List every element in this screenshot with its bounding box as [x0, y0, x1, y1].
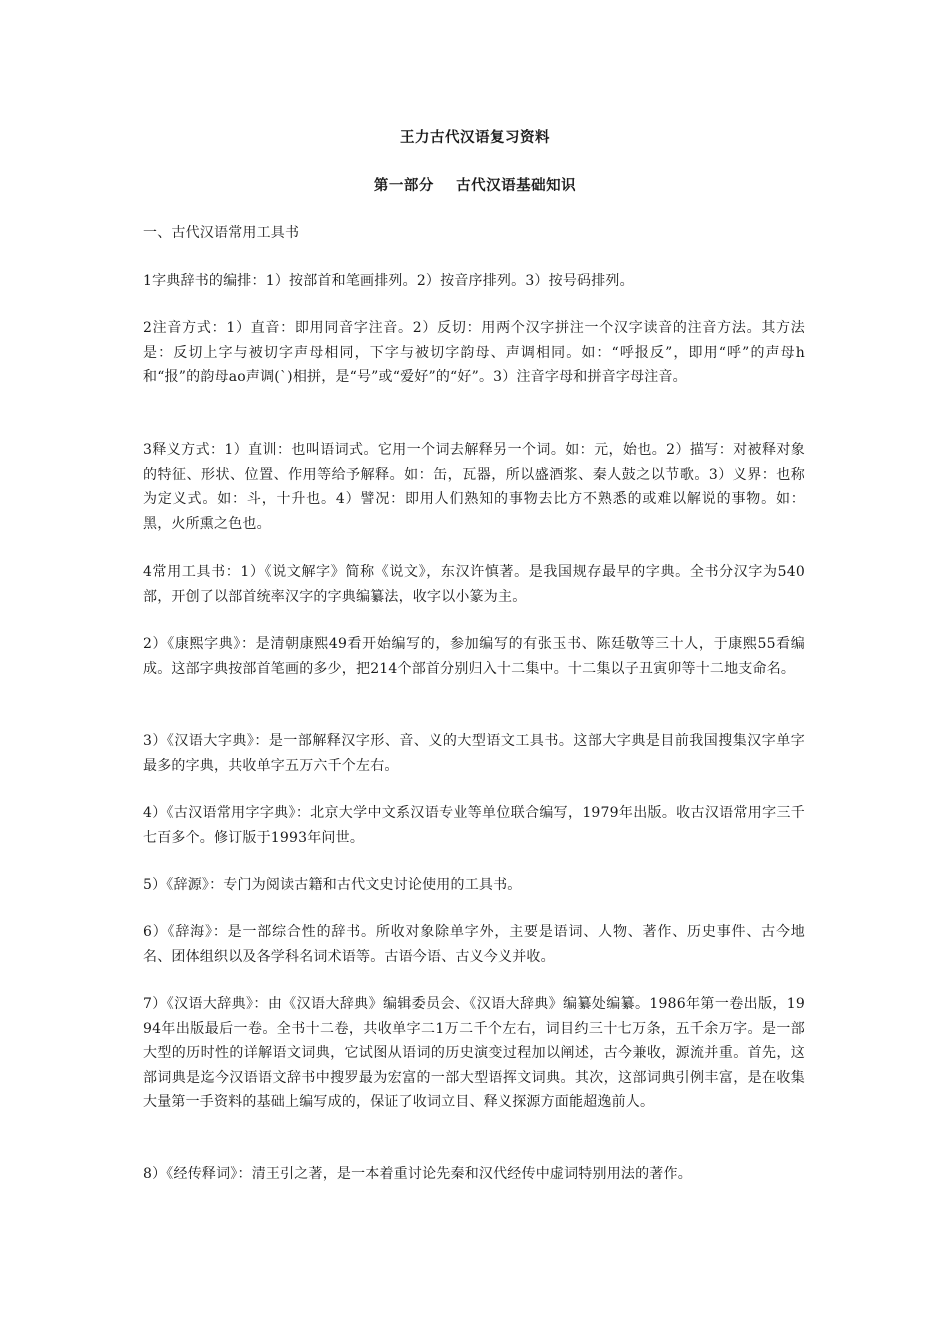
paragraph-1: 1字典辞书的编排：1）按部首和笔画排列。2）按音序排列。3）按号码排列。: [143, 273, 634, 289]
paragraph-section-heading: 一、古代汉语常用工具书: [143, 225, 300, 241]
paragraph-7: 4）《古汉语常用字字典》：北京大学中文系汉语专业等单位联合编写，1979年出版。收古汉语常用字三千七百多个。修订版于1993年问世。: [143, 805, 805, 846]
paragraph-4: 4常用工具书：1）《说文解字》简称《说文》，东汉许慎著。是我国规存最早的字典。全书分汉字为540部，开创了以部首统率汉字的字典编纂法，收字以小篆为主。: [143, 564, 805, 605]
paragraph-2: 2注音方式：1）直音：即用同音字注音。2）反切：用两个汉字拼注一个汉字读音的注音方法。其方法是：反切上字与被切字声母相同，下字与被切字韵母、声调相同。如：“呼报反”，即用“呼”的声母h和“报”的韵母ao声调(`)相拼，是“号”或“爱好”的“好”。3）注音字母和拼音字母注音。: [143, 320, 805, 385]
part-heading: 第一部分 古代汉语基础知识: [373, 178, 577, 194]
paragraph-3: 3释义方式：1）直训：也叫语词式。它用一个词去解释另一个词。如：元，始也。2）描写：对被释对象的特征、形状、位置、作用等给予解释。如：缶，瓦器，所以盛酒浆、秦人鼓之以节歌。3）义界：也称为定义式。如：斗，十升也。4）譬况：即用人们熟知的事物去比方不熟悉的或难以解说的事物。如：黑，火所熏之色也。: [143, 442, 805, 532]
document-title: 王力古代汉语复习资料: [400, 130, 550, 146]
paragraph-6: 3）《汉语大字典》：是一部解释汉字形、音、义的大型语文工具书。这部大字典是目前我国搜集汉字单字最多的字典，共收单字五万六千个左右。: [143, 733, 805, 774]
paragraph-5: 2）《康熙字典》：是清朝康熙49看开始编写的，参加编写的有张玉书、陈廷敬等三十人，于康熙55看编成。这部字典按部首笔画的多少，把214个部首分别归入十二集中。十二集以子丑寅卯等十二地支命名。: [143, 636, 805, 677]
paragraph-8: 5）《辞源》：专门为阅读古籍和古代文史讨论使用的工具书。: [143, 877, 522, 893]
paragraph-11: 8）《经传释词》：清王引之著，是一本着重讨论先秦和汉代经传中虚词特别用法的著作。: [143, 1166, 692, 1182]
paragraph-10: 7）《汉语大辞典》：由《汉语大辞典》编辑委员会、《汉语大辞典》编纂处编纂。1986年第一卷出版，1994年出版最后一卷。全书十二卷，共收单字二1万二千个左右，词目约三十七万条，五千余万字。是一部大型的历时性的详解语文词典，它试图从语词的历史演变过程加以阐述，古今兼收，源流并重。首先，这部词典是迄今汉语语文辞书中搜罗最为宏富的一部大型语挥文词典。其次，这部词典引例丰富，是在收集大量第一手资料的基础上编写成的，保证了收词立目、释义探源方面能超逸前人。: [143, 996, 805, 1110]
paragraph-9: 6）《辞海》：是一部综合性的辞书。所收对象除单字外，主要是语词、人物、著作、历史事件、古今地名、团体组织以及各学科名词术语等。古语今语、古义今义并收。: [143, 924, 805, 965]
